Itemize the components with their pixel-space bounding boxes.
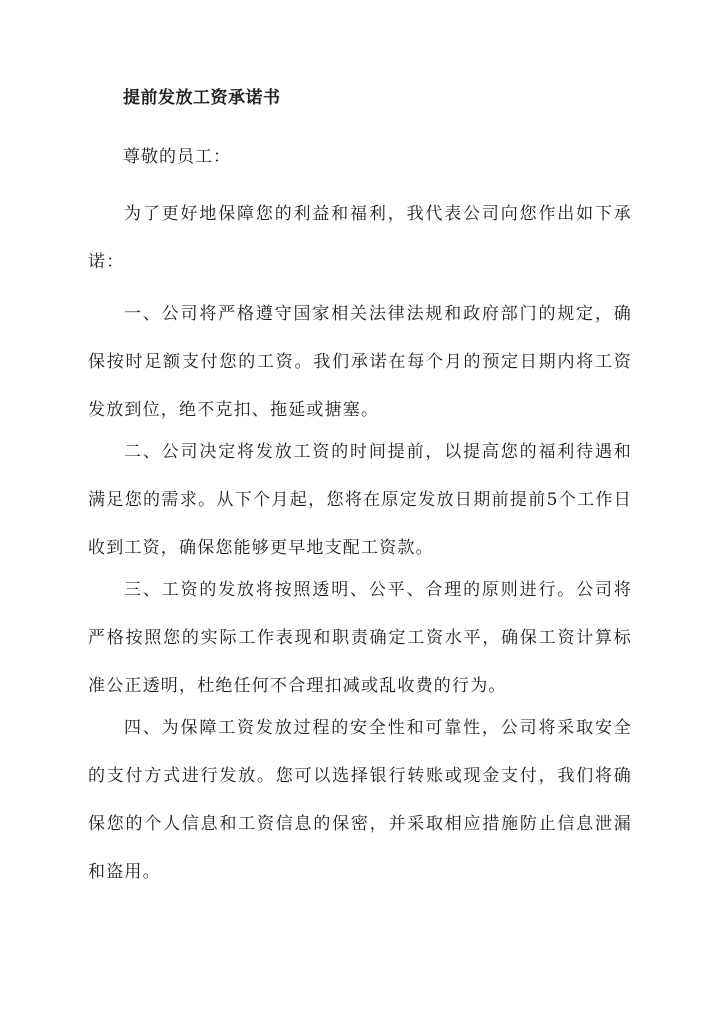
paragraph-item-3: 三、工资的发放将按照透明、公平、合理的原则进行。公司将严格按照您的实际工作表现和职责确定工资水平，确保工资计算标准公正透明，杜绝任何不合理扣减或乱收费的行为。: [88, 580, 632, 696]
paragraph-intro: 为了更好地保障您的利益和福利，我代表公司向您作出如下承诺：: [88, 204, 632, 272]
paragraph-item-2: 二、公司决定将发放工资的时间提前，以提高您的福利待遇和满足您的需求。从下个月起，您将在原定发放日期前提前5个工作日收到工资，确保您能够更早地支配工资款。: [88, 442, 632, 558]
paragraph-item-1: 一、公司将严格遵守国家相关法律法规和政府部门的规定，确保按时足额支付您的工资。我们承诺在每个月的预定日期内将工资发放到位，绝不克扣、拖延或搪塞。: [88, 304, 632, 420]
paragraph-item-4: 四、为保障工资发放过程的安全性和可靠性，公司将采取安全的支付方式进行发放。您可以选择银行转账或现金支付，我们将确保您的个人信息和工资信息的保密，并采取相应措施防止信息泄漏和盗用。: [88, 718, 632, 882]
document-title: 提前发放工资承诺书: [123, 88, 281, 108]
salutation: 尊敬的员工：: [123, 147, 231, 167]
